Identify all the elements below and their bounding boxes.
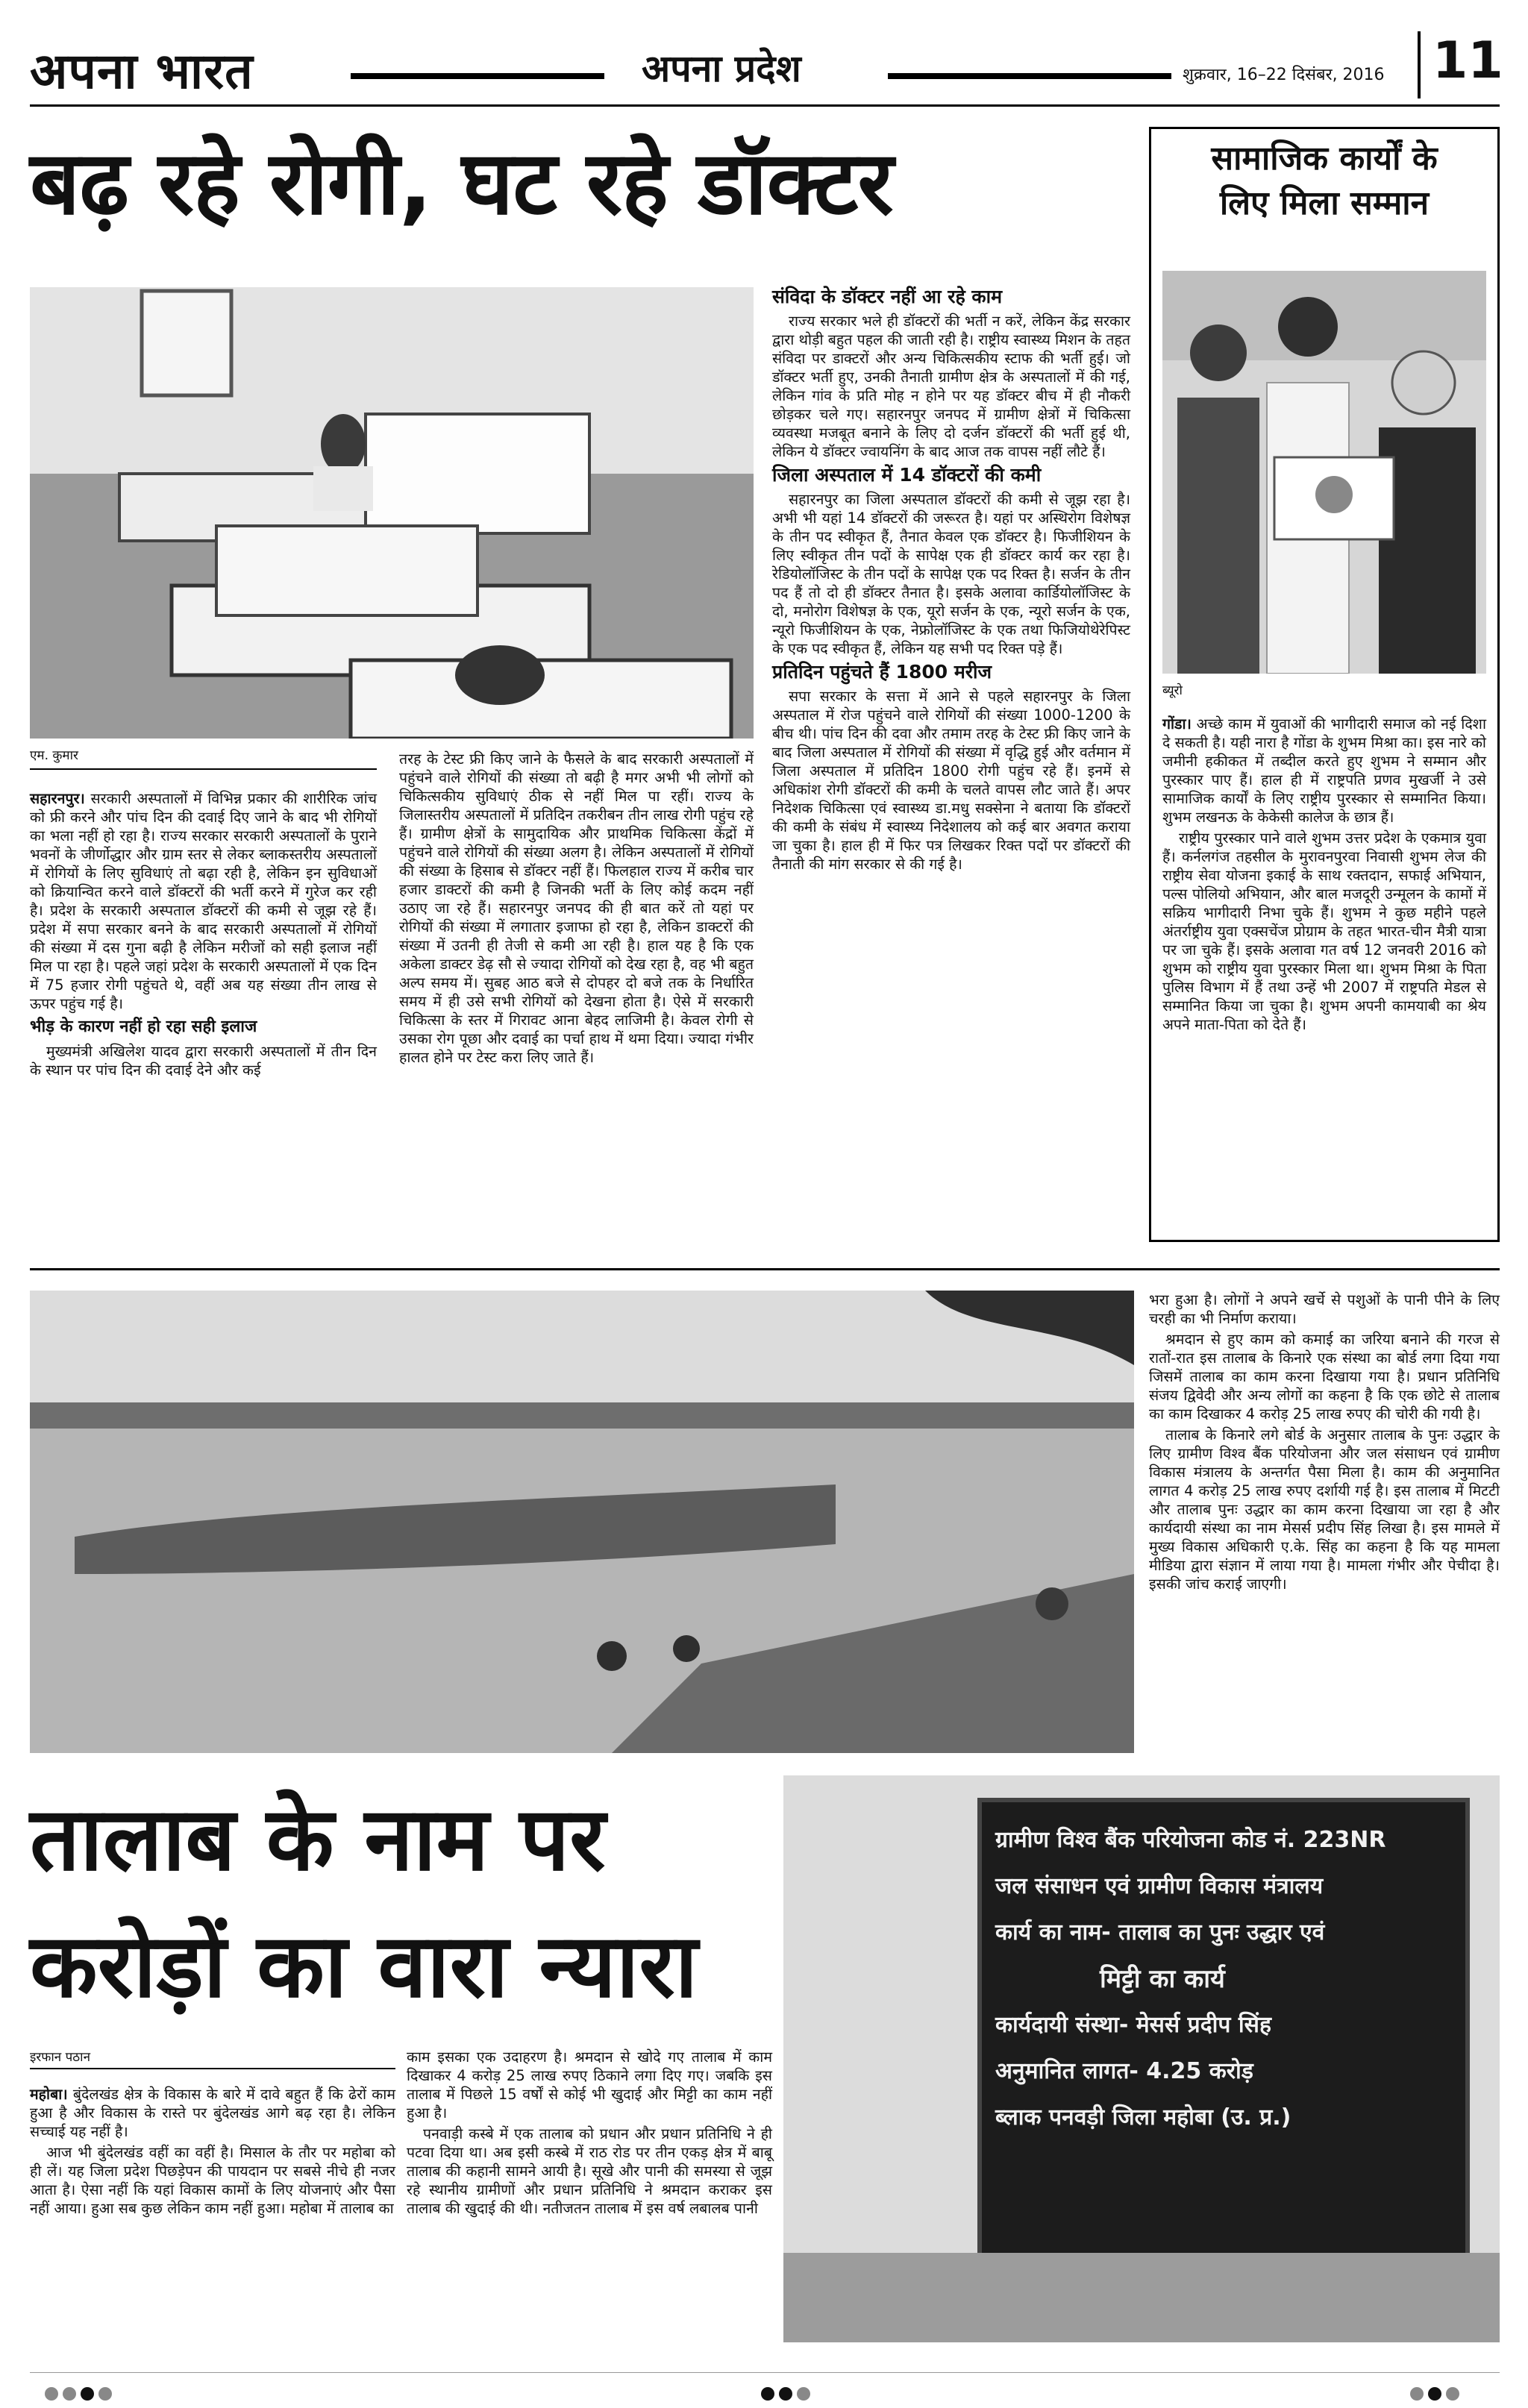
sidebar-body bbox=[1162, 715, 1486, 1036]
footer-dots-left bbox=[45, 2387, 112, 2401]
story1-col1-p2: मुख्यमंत्री अखिलेश यादव द्वारा सरकारी अस्पतालों में तीन दिन के स्थान पर पांच दिन की दवाई देने और कई bbox=[30, 1043, 377, 1079]
sidebar-p2: राष्ट्रीय पुरस्कार पाने वाले शुभम उत्तर प्रदेश के एकमात्र युवा हैं। कर्नलगंज तहसील के मुरावनपुरवा निवासी शुभम लेज की राष्ट्रीय सेवा योजना इकाई के साथ रक्तदान, सफाई अभियान, पल्स पोलियो अभियान, और बाल मजदूरी उन्मूलन के कामों में सक्रिय भागीदारी निभा चुके हैं। शुभम ने कुछ महीने पहले अंतर्राष्ट्रीय युवा एक्सचेंज प्रोग्राम के तहत भारत-चीन मैत्री यात्रा पर जा चुके हैं। इसके अलावा गत वर्ष 12 जनवरी 2016 को शुभम को राष्ट्रीय युवा पुरस्कार मिला था। शुभम मिश्रा के पिता पुलिस विभाग में हैं तथा उन्हें भी 2007 में राष्ट्रपति मेडल से सम्मानित किया जा चुका है। शुभम अपनी कामयाबी का श्रेय अपने माता-पिता को देते हैं। bbox=[1162, 830, 1486, 1033]
sidebar-headline-line1: सामाजिक कार्यों के bbox=[1211, 139, 1438, 178]
masthead-rule-right bbox=[888, 73, 1171, 79]
dot bbox=[63, 2387, 76, 2401]
story1-dateline: सहारनपुर। bbox=[30, 790, 85, 807]
story2-right-p2: श्रमदान से हुए काम को कमाई का जरिया बनाने की गरज से रातों-रात इस तालाब के किनारे एक संस्था का बोर्ड लगा दिया गया जिसमें तालाब का काम करना दिखाया गया है। प्रधान प्रतिनिधि संजय द्विवेदी और अन्य लोगों का कहना है कि एक छोटे से तालाब का काम दिखाकर 4 करोड़ 25 लाख रुपए की चोरी की गयी है। bbox=[1149, 1331, 1500, 1423]
sidebar-dateline: गोंडा। bbox=[1162, 715, 1192, 733]
story1-headline: बढ़ रहे रोगी, घट रहे डॉक्टर bbox=[30, 131, 893, 234]
story1-col2 bbox=[399, 750, 754, 1069]
dot bbox=[797, 2387, 810, 2401]
story2-col2-p2: पनवाड़ी कस्बे में एक तालाब को प्रधान और प्रधान प्रतिनिधि ने ही पटवा दिया था। अब इसी कस्बे में राठ रोड पर तीन एकड़ क्षेत्र में बाबू तालाब की कहानी सामने आयी है। सूखे और पानी की समस्या से जूझ रहे स्थानीय ग्रामीणों और प्रधान प्रतिनिधि ने श्रमदान कराकर इस तालाब की खुदाई की थी। नतीजतन तालाब में इस वर्ष लबालब पानी bbox=[407, 2125, 772, 2217]
story1-col1 bbox=[30, 789, 377, 1082]
dot bbox=[1428, 2387, 1441, 2401]
award-ceremony-photo bbox=[1162, 271, 1486, 674]
award-photo-credit: ब्यूरो bbox=[1162, 683, 1183, 698]
signboard-line2: जल संसाधन एवं ग्रामीण विकास मंत्रालय bbox=[995, 1873, 1324, 1899]
masthead bbox=[30, 30, 1503, 104]
signboard-line4: मिट्टी का कार्य bbox=[1100, 1964, 1225, 1994]
ground-debris bbox=[783, 2253, 1500, 2342]
award-ceremony-illustration bbox=[1162, 271, 1486, 674]
pond-illustration bbox=[30, 1291, 1134, 1753]
story2-headline-line1: तालाब के नाम पर bbox=[30, 1787, 606, 1890]
dot bbox=[1410, 2387, 1424, 2401]
signboard-photo bbox=[783, 1775, 1500, 2342]
story1-subhead-crowd: भीड़ के कारण नहीं हो रहा सही इलाज bbox=[30, 1018, 257, 1036]
caption-rule bbox=[30, 768, 377, 770]
story2-col1 bbox=[30, 2085, 395, 2220]
hospital-photo-credit: एम. कुमार bbox=[30, 748, 78, 763]
masthead-section: अपना प्रदेश bbox=[642, 47, 801, 90]
story1-col2-p1: तरह के टेस्ट फ्री किए जाने के फैसले के बाद सरकारी अस्पतालों में पहुंचने वाले रोगियों की संख्या तो बढ़ी है मगर अभी भी लोगों को चिकित्सकीय सुविधाएं ठीक से नहीं मिल पा रहीं। राज्य के जिलास्तरीय अस्पतालों में प्रतिदिन तकरीबन तीन लाख रोगी पहुंच रहे हैं। ग्रामीण क्षेत्रों के सामुदायिक और प्राथमिक चिकित्सा केंद्रों में पहुंचने वाले रोगियों की संख्या अलग है। लेकिन अस्पतालों में रोगियों की संख्या के हिसाब से डॉक्टर नहीं हैं। फिलहाल राज्य में करीब चार हजार डाक्टरों की कमी है जिनकी भर्ती के लिए कोई कदम नहीं उठाए जा रहे हैं। सहारनपुर जनपद की ही बात करें तो यहां पर रोगियों की संख्या में लगातार इजाफा हो रहा है, लेकिन डाक्टरों की संख्या में उतनी ही तेजी से कमी आ रही है। हाल यह है कि एक अकेला डाक्टर डेढ़ सौ से ज्यादा रोगियों को देख रहा है, वह भी बहुत अल्प समय में। सुबह आठ बजे से दोपहर दो बजे तक के निर्धारित समय में ही उसे सभी रोगियों को देखना होता है। ऐसे में सरकारी चिकित्सा के स्तर में गिरावट आना बेहद लाजिमी है। केवल रोगी से उसका रोग पूछा और दवाई का पर्चा हाथ में थमा दिया। ज्यादा गंभीर हालत होने पर टेस्ट करा लिए जाते हैं। bbox=[399, 750, 754, 1066]
story1-col3-p3: सपा सरकार के सत्ता में आने से पहले सहारनपुर के जिला अस्पताल में रोज पहुंचने वाले रोगियों की संख्या 1000-1200 के बीच थी। पांच दिन की दवा और तमाम तरह के टेस्ट फ्री किए जाने के बाद जिला अस्पताल में रोगियों की संख्या में वृद्धि हुई और वर्तमान में जिला अस्पताल में प्रतिदिन 1800 रोगी पहुंच रहे हैं। इनमें से अधिकांश रोगी डॉक्टरों की कमी के चलते वापस लौट जाते हैं। अपर निदेशक चिकित्सा एवं स्वास्थ्य डा.मधु सक्सेना ने बताया कि डॉक्टरों की कमी के संबंध में स्वास्थ्य निदेशालय को कई बार अवगत कराया जा चुका है। हाल ही में फिर पत्र लिखकर रिक्त पदों पर डॉक्टरों की तैनाती की मांग सरकार से की गई है। bbox=[772, 688, 1130, 873]
pond-photo bbox=[30, 1291, 1134, 1753]
hospital-ward-illustration bbox=[30, 287, 754, 739]
sidebar-p1: अच्छे काम में युवाओं की भागीदारी समाज को नई दिशा दे सकती है। यही नारा है गोंडा के शुभम मिश्रा का। इस नारे को जमीनी हकीकत में तब्दील करते हुए शुभम ने सम्मान और पुरस्कार पाए हैं। हाल ही में राष्ट्रपति प्रणव मुखर्जी ने उसे सामाजिक कार्यों के लिए राष्ट्रीय पुरस्कार से सम्मानित किया। शुभम लखनऊ के केकेसी कालेज के छात्र हैं। bbox=[1162, 715, 1486, 826]
dot bbox=[779, 2387, 792, 2401]
dot bbox=[81, 2387, 94, 2401]
story1-col3-p1: राज्य सरकार भले ही डॉक्टरों की भर्ती न करें, लेकिन केंद्र सरकार द्वारा थोड़ी बहुत पहल की जाती रही है। राष्ट्रीय स्वास्थ्य मिशन के तहत संविदा पर डाक्टरों और अन्य चिकित्सकीय स्टाफ की भर्ती हुई। जो डॉक्टर भर्ती हुए, उनकी तैनाती ग्रामीण क्षेत्र के अस्पतालों में की गई, लेकिन गांव के प्रति मोह न होने पर यह डॉक्टर बीच में ही नौकरी छोड़कर चले गए। सहारनपुर जनपद में ग्रामीण क्षेत्रों में चिकित्सा व्यवस्था मजबूत बनाने के लिए दो दर्जन डॉक्टरों की भर्ती हुई थी, लेकिन ये डॉक्टर ज्वायनिंग के बाद आज तक वापस नहीं लौटे हैं। bbox=[772, 313, 1130, 460]
story1-col3-p2: सहारनपुर का जिला अस्पताल डॉक्टरों की कमी से जूझ रहा है। अभी भी यहां 14 डॉक्टरों की जरूरत है। यहां पर अस्थिरोग विशेषज्ञ के तीन पद स्वीकृत हैं, तैनात केवल एक डॉक्टर है। फिजीशियन के लिए स्वीकृत तीन पदों के सापेक्ष एक ही डॉक्टर कार्य कर रहा है। रेडियोलॉजिस्ट के तीन पदों के सापेक्ष एक पद रिक्त है। सर्जन के तीन पद हैं तो दो ही डॉक्टर तैनात है। इसके अलावा कार्डियोलॉजिस्ट के दो, मनोरोग विशेषज्ञ के एक, यूरो सर्जन के एक, न्यूरो सर्जन के एक, न्यूरो फिजीशियन के एक, नेफ्रोलॉजिस्ट के एक तथा फिजियोथेरेपिस्ट के एक पद स्वीकृत हैं, लेकिन यह सभी पद रिक्त पड़े हैं। bbox=[772, 491, 1130, 657]
sidebar-headline-line2: लिए मिला सम्मान bbox=[1219, 184, 1430, 222]
signboard bbox=[977, 1798, 1470, 2260]
signboard-line1: ग्रामीण विश्व बैंक परियोजना कोड नं. 223NR bbox=[995, 1827, 1386, 1853]
story2-col1-p1: बुंदेलखंड क्षेत्र के विकास के बारे में दावे बहुत हैं कि ढेरों काम हुआ है और विकास के रास्ते पर बुंदेलखंड आगे बढ़ रहा है। लेकिन सच्चाई यह नहीं है। bbox=[30, 2086, 395, 2140]
byline-rule bbox=[30, 2068, 395, 2069]
sidebar-headline bbox=[1151, 137, 1497, 226]
footer-rule bbox=[30, 2372, 1500, 2373]
sidebar-box bbox=[1149, 127, 1500, 1242]
story1-subhead-contract: संविदा के डॉक्टर नहीं आ रहे काम bbox=[772, 286, 1003, 307]
story2-right-col bbox=[1149, 1291, 1500, 1596]
masthead-underline bbox=[30, 104, 1500, 107]
footer-dots-right bbox=[1410, 2387, 1459, 2401]
signboard-line5: कार्यदायी संस्था- मेसर्स प्रदीप सिंह bbox=[995, 2012, 1271, 2038]
story2-byline: इरफान पठान bbox=[30, 2050, 91, 2065]
signboard-line3: कार्य का नाम- तालाब का पुनः उद्धार एवं bbox=[995, 1919, 1325, 1945]
story1-subhead-patients: प्रतिदिन पहुंचते हैं 1800 मरीज bbox=[772, 661, 992, 683]
dot bbox=[45, 2387, 58, 2401]
masthead-divider bbox=[1418, 31, 1421, 98]
dot bbox=[761, 2387, 774, 2401]
signboard-line7: ब्लाक पनवड़ी जिला महोबा (उ. प्र.) bbox=[995, 2104, 1291, 2130]
story2-right-p1: भरा हुआ है। लोगों ने अपने खर्चे से पशुओं के पानी पीने के लिए चरही का भी निर्माण कराया। bbox=[1149, 1291, 1500, 1327]
dot bbox=[98, 2387, 112, 2401]
story2-col2-p1: काम इसका एक उदाहरण है। श्रमदान से खोदे गए तालाब में काम दिखाकर 4 करोड़ 25 लाख रुपए ठिकाने लगा दिए गए। जबकि इस तालाब में पिछले 15 वर्षों से कोई भी खुदाई और मिट्टी का काम नहीं हुआ है। bbox=[407, 2048, 772, 2122]
story1-col1-p1: सरकारी अस्पतालों में विभिन्न प्रकार की शारीरिक जांच को फ्री करने और पांच दिन की दवाई दिए जाने के बाद भी रोगियों का भला नहीं हो रहा है। राज्य सरकार सरकारी अस्पतालों के पुराने भवनों के जीर्णोद्धार और ग्राम स्तर से लेकर ब्लाकस्तरीय अस्पतालों में रोगियों के लिए सुविधाएं तो बढ़ा रही है, लेकिन इन सुविधाओं को क्रियान्वित करने वाले डॉक्टरों की भर्ती करने में गुरेज कर रही है। प्रदेश के सरकारी अस्पताल डॉक्टरों की कमी से जूझ रहे हैं। प्रदेश में सपा सरकार बनने के बाद सरकारी अस्पतालों में रोगियों की संख्या में दस गुना बढ़ी है लेकिन मरीजों को सही इलाज नहीं मिल पा रहा है। पहले जहां प्रदेश के सरकारी अस्पतालों में एक दिन में 75 हजार रोगी पहुंचते थे, वहीं अब यह संख्या तीन लाख से ऊपर पहुंच गई है। bbox=[30, 790, 378, 1012]
story2-dateline: महोबा। bbox=[30, 2086, 68, 2103]
story2-col1-p2: आज भी बुंदेलखंड वहीं का वहीं है। मिसाल के तौर पर महोबा को ही लें। यह जिला प्रदेश पिछड़ेपन की पायदान पर सबसे नीचे ही नजर आता है। ऐसा नहीं कि यहां विकास कामों के लिए योजनाएं और पैसा नहीं आया। हुआ सब कुछ लेकिन काम नहीं हुआ। महोबा में तालाब का bbox=[30, 2144, 395, 2217]
story1-col3 bbox=[772, 287, 1130, 876]
signboard-line6: अनुमानित लागत- 4.25 करोड़ bbox=[995, 2058, 1253, 2084]
masthead-date: शुक्रवार, 16–22 दिसंबर, 2016 bbox=[1183, 66, 1385, 84]
story2-headline-line2: करोड़ों का वारा न्यारा bbox=[30, 1914, 698, 2017]
story2-right-p3: तालाब के किनारे लगे बोर्ड के अनुसार तालाब के पुनः उद्धार के लिए ग्रामीण विश्व बैंक परियोजना और जल संसाधन एवं ग्रामीण विकास मंत्रालय के अन्तर्गत पैसा मिला है। काम की अनुमानित लागत 4 करोड़ 25 लाख रुपए दर्शायी गई है। इस तालाब में मिटटी और तालाब पुनः उद्धार का काम करना दिखाया जा रहा है और कार्यदायी संस्था का नाम मेसर्स प्रदीप सिंह लिखा है। इस मामले में मुख्य विकास अधिकारी ए.के. सिंह का कहना है कि यह मामला मीडिया द्वारा संज्ञान में लाया गया है। मामला गंभीर और पेचीदा है। इसकी जांच कराई जाएगी। bbox=[1149, 1426, 1500, 1593]
hospital-ward-photo bbox=[30, 287, 754, 739]
masthead-brand: अपना भारत bbox=[30, 42, 254, 100]
story1-subhead-district: जिला अस्पताल में 14 डॉक्टरों की कमी bbox=[772, 464, 1042, 486]
page-number: 11 bbox=[1432, 31, 1503, 90]
masthead-rule-left bbox=[351, 73, 604, 79]
story2-col2 bbox=[407, 2048, 772, 2220]
section-divider bbox=[30, 1268, 1500, 1270]
footer-dots-mid bbox=[761, 2387, 810, 2401]
dot bbox=[1446, 2387, 1459, 2401]
